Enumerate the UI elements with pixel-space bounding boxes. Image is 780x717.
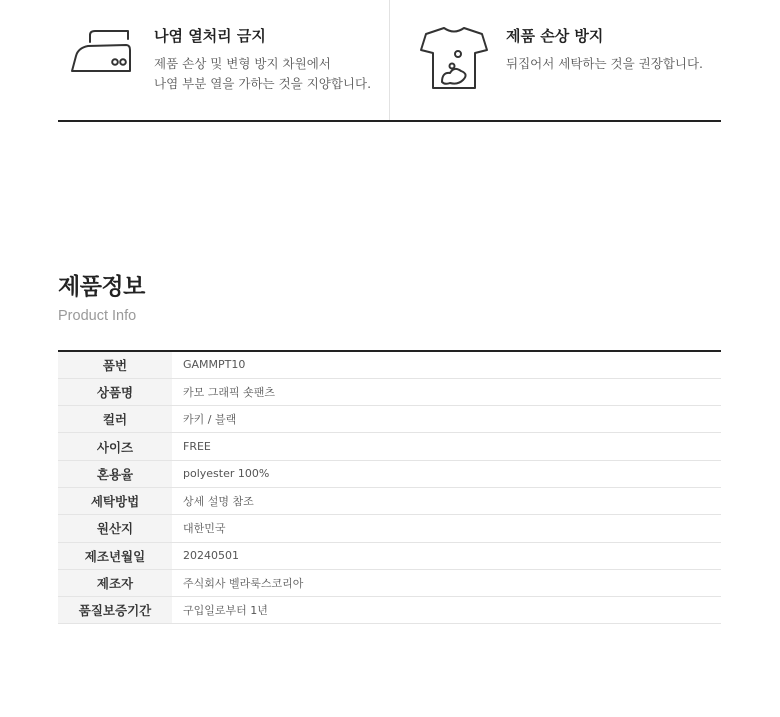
care-notice-line: 뒤집어서 세탁하는 것을 권장합니다.: [506, 56, 704, 71]
care-notice-description: [506, 54, 703, 74]
row-label: 제조자: [58, 569, 172, 596]
care-notice-line: 제품 손상 및 변형 방지 차원에서: [154, 56, 331, 71]
iron-icon: [68, 22, 138, 78]
table-row: [58, 460, 721, 487]
row-label: 품번: [58, 351, 172, 378]
row-label: 사이즈: [58, 433, 172, 460]
table-row: [58, 351, 721, 378]
care-notice-text: [506, 24, 703, 74]
table-row: [58, 542, 721, 569]
tshirt-wash-icon: [418, 22, 490, 92]
care-notice-text: [154, 24, 371, 94]
row-label: 원산지: [58, 515, 172, 542]
row-value: GAMMPT10: [183, 358, 246, 372]
product-info-table: [58, 350, 721, 624]
product-info-subtitle: Product Info: [58, 308, 137, 324]
row-label: 혼용율: [58, 460, 172, 487]
care-notice-title: 나염 열처리 금지: [154, 27, 266, 45]
row-value: 대한민국: [183, 522, 226, 536]
row-value: 카키 / 블랙: [183, 413, 237, 427]
row-label: 세탁방법: [58, 487, 172, 514]
row-value: 구입일로부터 1년: [183, 604, 268, 618]
row-value: 카모 그래픽 숏팬츠: [183, 385, 276, 399]
row-value: 20240501: [183, 549, 239, 563]
care-notice-line: 나염 부분 열을 가하는 것을 지양합니다.: [154, 76, 372, 91]
table-row: [58, 569, 721, 596]
row-value: polyester 100%: [183, 467, 270, 481]
table-row: [58, 487, 721, 514]
product-info-title: 제품정보: [58, 274, 145, 300]
table-row: [58, 515, 721, 542]
table-row: [58, 378, 721, 405]
care-notices: [58, 0, 721, 122]
table-row: [58, 433, 721, 460]
row-value: FREE: [183, 440, 211, 454]
row-label: 상품명: [58, 378, 172, 405]
row-label: 제조년월일: [58, 542, 172, 569]
table-row: [58, 597, 721, 624]
row-label: 품질보증기간: [58, 597, 172, 624]
care-notice-description: [154, 54, 371, 94]
row-label: 컬러: [58, 406, 172, 433]
care-divider: [389, 0, 390, 120]
row-value: 상세 설명 참조: [183, 495, 254, 509]
row-value: 주식회사 벨라룩스코리아: [183, 577, 304, 591]
care-notice-title: 제품 손상 방지: [506, 27, 604, 45]
table-row: [58, 406, 721, 433]
